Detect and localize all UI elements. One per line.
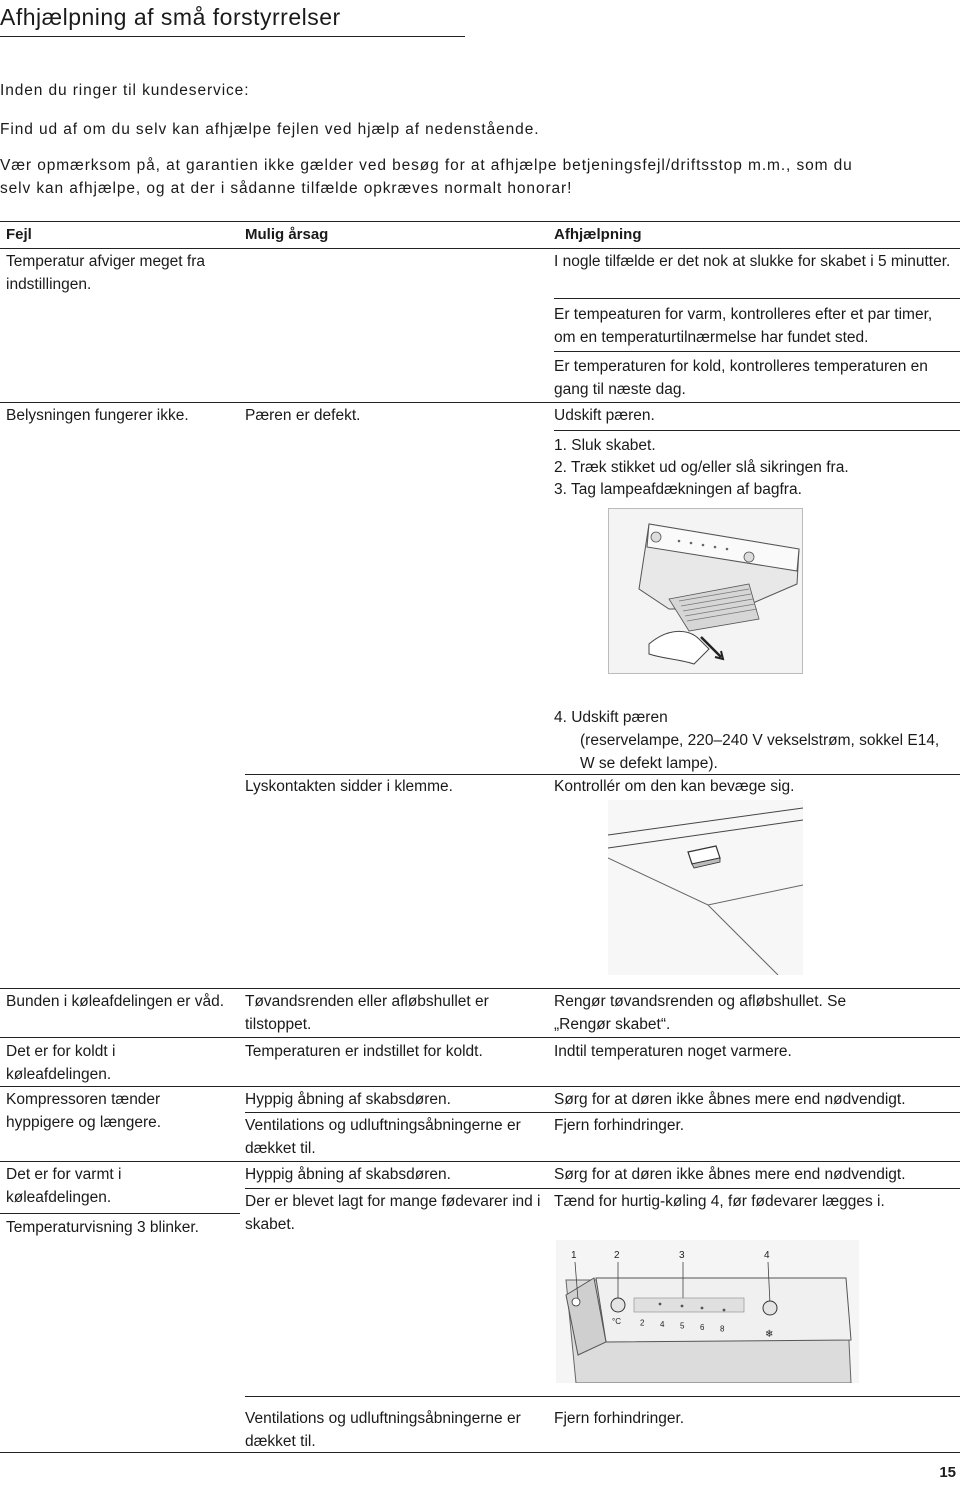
rule xyxy=(554,351,960,352)
light-fejl: Belysningen fungerer ikke. xyxy=(6,407,189,424)
light-fix-2: Kontrollér om den kan bevæge sig. xyxy=(554,778,795,795)
lamp-cover-drawing xyxy=(609,509,804,675)
wet-aarsag: Tøvandsrenden eller afløbshullet er tilstoppet. xyxy=(245,993,489,1033)
callout-3: 3 xyxy=(679,1250,685,1261)
warm-fix-1: Sørg for at døren ikke åbnes mere end nødvendigt. xyxy=(554,1166,906,1183)
lamp-cover-illustration xyxy=(608,508,803,674)
light-step-3: 3. Tag lampeafdækningen af bagfra. xyxy=(554,481,802,498)
rule xyxy=(0,1213,240,1214)
blink-aarsag: Ventilations og udluftningsåbningerne er dækket til. xyxy=(245,1410,521,1450)
title-rule xyxy=(0,36,465,37)
light-fix: Udskift pæren. xyxy=(554,407,655,424)
temp-fix-2: Er tempeaturen for varm, kontrolleres efter et par timer, om en temperaturtilnærmelse har fundet sted. xyxy=(554,306,933,346)
control-panel-drawing xyxy=(556,1240,859,1383)
light-step-1: 1. Sluk skabet. xyxy=(554,437,656,454)
header-rule xyxy=(0,248,960,249)
warm-aarsag-1: Hyppig åbning af skabsdøren. xyxy=(245,1166,451,1183)
scale-label: 5 xyxy=(680,1321,685,1331)
wet-fix: Rengør tøvandsrenden og afløbshullet. Se „Rengør skabet“. xyxy=(554,993,847,1033)
light-aarsag-2: Lyskontakten sidder i klemme. xyxy=(245,778,453,795)
blink-fejl: Temperaturvisning 3 blinker. xyxy=(6,1219,199,1236)
scale-label: 6 xyxy=(700,1323,705,1332)
rule xyxy=(554,430,960,431)
header-fejl: Fejl xyxy=(6,226,32,243)
door-switch-illustration xyxy=(608,800,803,975)
comp-fix-1: Sørg for at døren ikke åbnes mere end nødvendigt. xyxy=(554,1091,906,1108)
callout-1: 1 xyxy=(571,1250,577,1261)
cold-fix: Indtil temperaturen noget varmere. xyxy=(554,1043,792,1060)
rule xyxy=(0,1037,960,1038)
blink-fix: Fjern forhindringer. xyxy=(554,1410,685,1427)
intro-line-3a: Vær opmærksom på, at garantien ikke gælder ved besøg for at afhjælpe betjeningsfejl/driftsstop m.m., som du xyxy=(0,157,853,174)
scale-label: °C xyxy=(612,1317,621,1326)
header-afhjaelpning: Afhjælpning xyxy=(554,226,642,243)
page-number: 15 xyxy=(939,1464,956,1481)
intro-line-1: Inden du ringer til kundeservice: xyxy=(0,82,250,99)
svg-text:❄: ❄ xyxy=(765,1329,774,1340)
rule xyxy=(0,1161,960,1162)
control-panel-illustration xyxy=(556,1240,859,1383)
intro-line-3b: selv kan afhjælpe, og at der i sådanne tilfælde opkræves normalt honorar! xyxy=(0,180,573,197)
comp-aarsag-2: Ventilations og udluftningsåbningerne er dækket til. xyxy=(245,1117,521,1157)
callout-2: 2 xyxy=(614,1250,620,1261)
scale-label: 8 xyxy=(720,1324,725,1334)
light-step-4-detail: (reservelampe, 220–240 V vekselstrøm, sokkel E14, W se defekt lampe). xyxy=(580,732,940,772)
comp-fejl: Kompressoren tænder hyppigere og længere. xyxy=(6,1091,162,1131)
light-step-4: 4. Udskift pæren xyxy=(554,709,668,726)
rule xyxy=(245,1396,960,1397)
scale-label: 4 xyxy=(660,1320,665,1329)
temp-fejl: Temperatur afviger meget fra indstillingen. xyxy=(6,253,206,293)
rule xyxy=(554,298,960,299)
cold-fejl: Det er for koldt i køleafdelingen. xyxy=(6,1043,116,1083)
rule xyxy=(0,988,960,989)
comp-fix-2: Fjern forhindringer. xyxy=(554,1117,685,1134)
table-top-rule xyxy=(0,221,960,222)
warm-fejl: Det er for varmt i køleafdelingen. xyxy=(6,1166,122,1206)
rule xyxy=(0,1086,960,1087)
warm-fix-2: Tænd for hurtig-køling 4, før fødevarer lægges i. xyxy=(554,1193,885,1210)
comp-aarsag-1: Hyppig åbning af skabsdøren. xyxy=(245,1091,451,1108)
warm-aarsag-2: Der er blevet lagt for mange fødevarer ind i skabet. xyxy=(245,1193,541,1233)
cold-aarsag: Temperaturen er indstillet for koldt. xyxy=(245,1043,483,1060)
table-bottom-rule xyxy=(0,1452,960,1453)
temp-fix-1: I nogle tilfælde er det nok at slukke for skabet i 5 minutter. xyxy=(554,253,951,270)
intro-line-2: Find ud af om du selv kan afhjælpe fejlen ved hjælp af nedenstående. xyxy=(0,121,540,138)
rule xyxy=(245,1112,960,1113)
wet-fejl: Bunden i køleafdelingen er våd. xyxy=(6,993,225,1010)
light-step-2: 2. Træk stikket ud og/eller slå sikringen fra. xyxy=(554,459,849,476)
rule xyxy=(245,1188,960,1189)
door-switch-drawing xyxy=(608,800,803,975)
rule xyxy=(0,402,960,403)
light-aarsag: Pæren er defekt. xyxy=(245,407,361,424)
scale-label: 2 xyxy=(640,1318,645,1328)
temp-fix-3: Er temperaturen for kold, kontrolleres temperaturen en gang til næste dag. xyxy=(554,358,928,398)
callout-4: 4 xyxy=(764,1250,770,1261)
header-aarsag: Mulig årsag xyxy=(245,226,329,243)
page-title: Afhjælpning af små forstyrrelser xyxy=(0,4,341,30)
